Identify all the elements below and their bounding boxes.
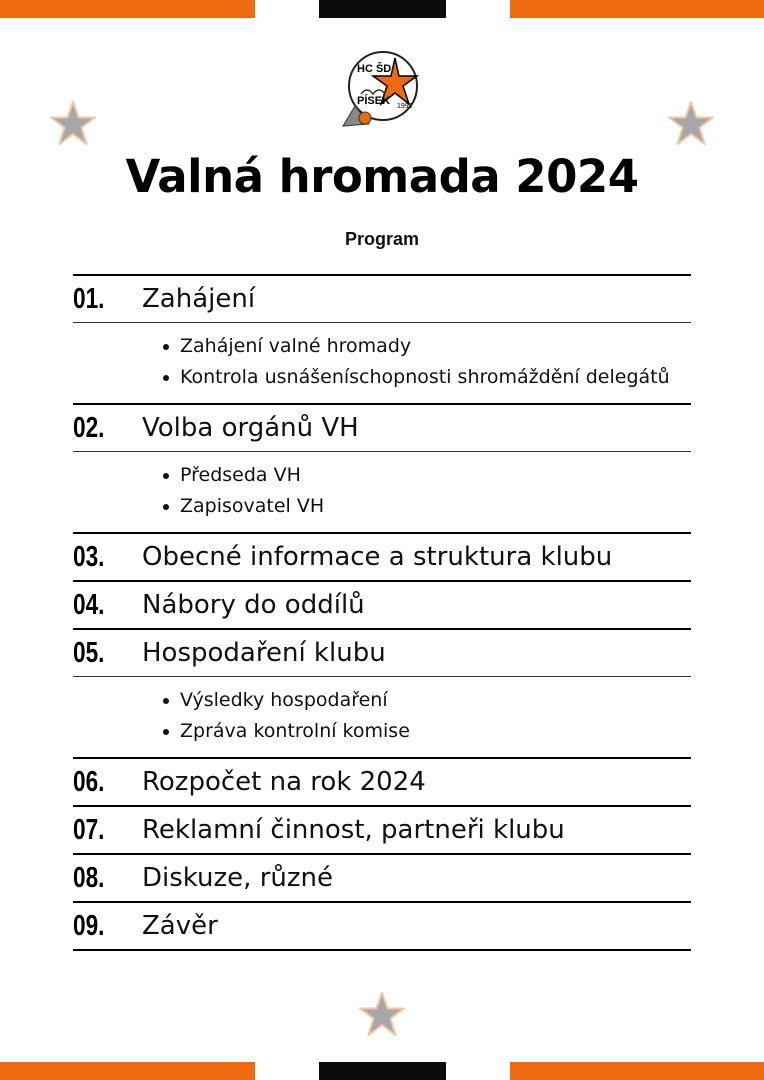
agenda-item-label: Volba orgánů VH [142, 413, 359, 443]
bottom-center-accent-bar [319, 1062, 446, 1080]
agenda-subitems [73, 322, 691, 403]
agenda-item-number: 02. [73, 411, 105, 444]
agenda-item-label: Diskuze, různé [142, 863, 333, 893]
star-icon [667, 100, 715, 146]
agenda-subitem: Zahájení valné hromady [180, 331, 691, 362]
top-center-accent-bar [319, 0, 446, 18]
agenda-item-number: 04. [73, 588, 105, 621]
agenda-item-header [73, 405, 691, 451]
agenda-item [73, 628, 691, 757]
agenda-item-number: 08. [73, 861, 105, 894]
agenda-item [73, 805, 691, 853]
agenda-item-header [73, 903, 691, 949]
agenda-item [73, 580, 691, 628]
bottom-left-accent-bar [0, 1062, 255, 1080]
agenda-item-header [73, 534, 691, 580]
club-logo [339, 48, 425, 134]
logo-text-top: HC ŠD [357, 63, 392, 75]
agenda-item-number: 06. [73, 765, 105, 798]
page-title: Valná hromada 2024 [125, 150, 639, 203]
star-icon [358, 991, 406, 1037]
top-left-accent-bar [0, 0, 255, 18]
agenda-item-label: Hospodaření klubu [142, 638, 386, 668]
agenda-item-header [73, 807, 691, 853]
agenda-subitem: Předseda VH [180, 460, 691, 491]
agenda-item [73, 403, 691, 532]
agenda-item-label: Reklamní činnost, partneři klubu [142, 815, 565, 845]
agenda-subitem: Kontrola usnášeníschopnosti shromáždění delegátů [180, 362, 691, 393]
agenda-item-header [73, 759, 691, 805]
agenda-subitem: Výsledky hospodaření [180, 685, 691, 716]
agenda-item [73, 274, 691, 403]
agenda-list [73, 274, 691, 951]
bottom-right-accent-bar [510, 1062, 764, 1080]
agenda-item-number: 07. [73, 813, 105, 846]
agenda-item-number: 05. [73, 636, 105, 669]
agenda-subitem: Zpráva kontrolní komise [180, 716, 691, 747]
agenda-item-header [73, 276, 691, 322]
agenda-item-label: Rozpočet na rok 2024 [142, 767, 426, 797]
agenda-subitems [73, 451, 691, 532]
agenda-item-header [73, 582, 691, 628]
agenda-item [73, 757, 691, 805]
logo-year: 1992 [397, 103, 413, 110]
agenda-item [73, 901, 691, 951]
agenda-item-number: 03. [73, 540, 105, 573]
agenda-item-label: Závěr [142, 911, 218, 941]
page-subtitle: Program [344, 229, 420, 249]
agenda-item [73, 853, 691, 901]
agenda-item [73, 532, 691, 580]
agenda-item-label: Nábory do oddílů [142, 590, 365, 620]
top-right-accent-bar [510, 0, 764, 18]
agenda-subitem: Zapisovatel VH [180, 491, 691, 522]
agenda-item-label: Zahájení [142, 284, 256, 314]
agenda-item-header [73, 630, 691, 676]
agenda-item-number: 01. [73, 282, 105, 315]
star-icon [49, 100, 97, 146]
agenda-item-number: 09. [73, 909, 105, 942]
agenda-subitems [73, 676, 691, 757]
agenda-item-label: Obecné informace a struktura klubu [142, 542, 613, 572]
logo-text-bottom: PÍSEK [357, 95, 391, 107]
agenda-item-header [73, 855, 691, 901]
